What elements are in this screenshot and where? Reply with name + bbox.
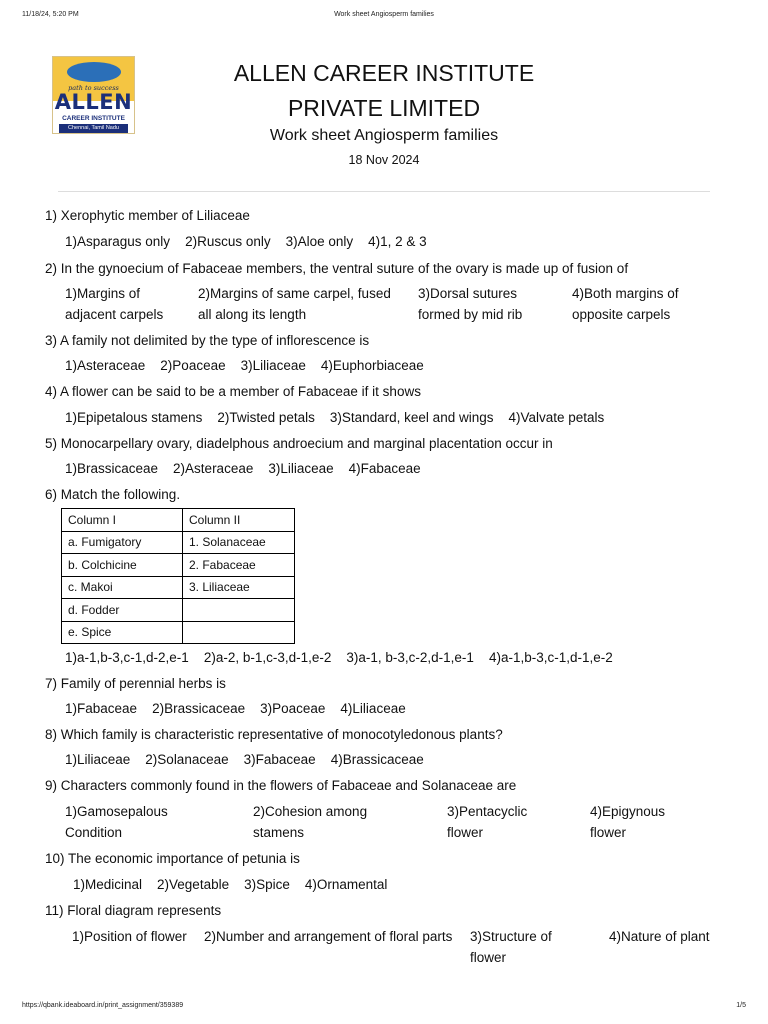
option: 2)Ruscus only bbox=[185, 234, 271, 249]
option: 3)Liliaceae bbox=[268, 461, 334, 476]
option: 4)Epigynous flower bbox=[590, 804, 666, 840]
option: 3)Poaceae bbox=[260, 701, 326, 716]
worksheet-date: 18 Nov 2024 bbox=[348, 153, 420, 167]
table-row bbox=[62, 576, 295, 599]
browser-print-footer bbox=[22, 1002, 746, 1014]
option: 3)a-1, b-3,c-2,d-1,e-1 bbox=[346, 650, 474, 665]
match-table bbox=[61, 508, 295, 644]
header-divider bbox=[58, 191, 710, 192]
question-5-options bbox=[65, 461, 436, 476]
table-cell bbox=[183, 621, 295, 644]
question-2: 2) In the gynoecium of Fabaceae members, the ventral suture of the ovary is made up of fusion of bbox=[45, 261, 629, 276]
option: 4)Ornamental bbox=[304, 877, 388, 892]
table-cell: a. Fumigatory bbox=[62, 531, 183, 554]
option: 4)Brassicaceae bbox=[330, 752, 424, 767]
table-row bbox=[62, 531, 295, 554]
table-cell: 3. Liliaceae bbox=[183, 576, 295, 599]
question-6: 6) Match the following. bbox=[45, 487, 181, 502]
option: 3)Fabaceae bbox=[243, 752, 316, 767]
option: 3)Structure of flower bbox=[470, 929, 552, 965]
option: 1)Asteraceae bbox=[65, 358, 146, 373]
option: 1)Gamosepalous Condition bbox=[65, 804, 168, 840]
question-8-options bbox=[65, 752, 439, 767]
option: 2)Vegetable bbox=[157, 877, 230, 892]
table-cell: 1. Solanaceae bbox=[183, 531, 295, 554]
print-page-number: 1/5 bbox=[736, 1002, 746, 1009]
question-8: 8) Which family is characteristic representative of monocotyledonous plants? bbox=[45, 727, 503, 742]
option: 1)Position of flower bbox=[72, 929, 187, 944]
institute-name-line2: PRIVATE LIMITED bbox=[287, 95, 481, 121]
option: 1)Epipetalous stamens bbox=[65, 410, 203, 425]
table-row bbox=[62, 509, 295, 532]
option: 1)Margins of adjacent carpels bbox=[65, 286, 164, 322]
question-10: 10) The economic importance of petunia is bbox=[45, 851, 300, 866]
option: 1)Medicinal bbox=[73, 877, 143, 892]
option: 2)Cohesion among stamens bbox=[253, 804, 368, 840]
table-row bbox=[62, 621, 295, 644]
question-4-options bbox=[65, 410, 619, 425]
option: 4)Both margins of opposite carpels bbox=[572, 286, 679, 322]
question-4: 4) A flower can be said to be a member of Fabaceae if it shows bbox=[45, 384, 421, 399]
option: 4)Valvate petals bbox=[508, 410, 605, 425]
browser-print-header bbox=[22, 11, 746, 23]
print-datetime: 11/18/24, 5:20 PM bbox=[22, 11, 79, 18]
print-url: https://qbank.ideaboard.in/print_assignment/359389 bbox=[22, 1002, 184, 1009]
question-10-options bbox=[73, 877, 402, 892]
option: 3)Pentacyclic flower bbox=[447, 804, 528, 840]
option: 2)a-2, b-1,c-3,d-1,e-2 bbox=[203, 650, 332, 665]
option: 4)1, 2 & 3 bbox=[368, 234, 427, 249]
logo-location: Chennai, Tamil Nadu bbox=[59, 124, 128, 133]
option: 1)Fabaceae bbox=[65, 701, 138, 716]
logo-brand: ALLEN bbox=[54, 90, 133, 114]
option: 2)Margins of same carpel, fused all along its length bbox=[198, 286, 391, 322]
question-9: 9) Characters commonly found in the flowers of Fabaceae and Solanaceae are bbox=[45, 778, 517, 793]
question-3: 3) A family not delimited by the type of inflorescence is bbox=[45, 333, 370, 348]
worksheet-title: Work sheet Angiosperm families bbox=[269, 127, 499, 144]
institute-name-line1: ALLEN CAREER INSTITUTE bbox=[233, 60, 535, 86]
logo-subtitle: CAREER INSTITUTE bbox=[62, 115, 125, 122]
question-11: 11) Floral diagram represents bbox=[45, 903, 222, 918]
option: 3)Spice bbox=[244, 877, 290, 892]
option: 4)Fabaceae bbox=[348, 461, 421, 476]
option: 2)Asteraceae bbox=[173, 461, 254, 476]
table-cell: 2. Fabaceae bbox=[183, 554, 295, 577]
table-cell: c. Makoi bbox=[62, 576, 183, 599]
table-cell: d. Fodder bbox=[62, 599, 183, 622]
option: 4)Liliaceae bbox=[340, 701, 406, 716]
option: 3)Standard, keel and wings bbox=[329, 410, 494, 425]
option: 3)Aloe only bbox=[285, 234, 354, 249]
option: 2)Poaceae bbox=[160, 358, 226, 373]
option: 2)Twisted petals bbox=[217, 410, 315, 425]
table-header: Column II bbox=[183, 509, 295, 532]
question-7: 7) Family of perennial herbs is bbox=[45, 676, 226, 691]
table-header: Column I bbox=[62, 509, 183, 532]
question-1-options bbox=[65, 234, 442, 249]
table-cell: e. Spice bbox=[62, 621, 183, 644]
question-7-options bbox=[65, 701, 421, 716]
logo-tagline: path to success bbox=[68, 84, 119, 92]
question-3-options bbox=[65, 358, 439, 373]
question-6-options bbox=[65, 650, 628, 665]
option: 1)Asparagus only bbox=[65, 234, 171, 249]
option: 4)a-1,b-3,c-1,d-1,e-2 bbox=[488, 650, 613, 665]
option: 4)Nature of plant bbox=[609, 929, 710, 944]
option: 3)Liliaceae bbox=[240, 358, 306, 373]
option: 3)Dorsal sutures formed by mid rib bbox=[418, 286, 523, 322]
option: 1)a-1,b-3,c-1,d-2,e-1 bbox=[65, 650, 189, 665]
option: 4)Euphorbiaceae bbox=[320, 358, 424, 373]
table-cell bbox=[183, 599, 295, 622]
option: 2)Number and arrangement of floral parts bbox=[204, 929, 453, 944]
table-row bbox=[62, 599, 295, 622]
question-1: 1) Xerophytic member of Liliaceae bbox=[45, 208, 250, 223]
option: 1)Brassicaceae bbox=[65, 461, 159, 476]
option: 1)Liliaceae bbox=[65, 752, 131, 767]
question-5: 5) Monocarpellary ovary, diadelphous androecium and marginal placentation occur in bbox=[45, 436, 553, 451]
option: 2)Solanaceae bbox=[145, 752, 229, 767]
table-row bbox=[62, 554, 295, 577]
print-page-title: Work sheet Angiosperm families bbox=[334, 11, 434, 18]
option: 2)Brassicaceae bbox=[152, 701, 246, 716]
table-cell: b. Colchicine bbox=[62, 554, 183, 577]
